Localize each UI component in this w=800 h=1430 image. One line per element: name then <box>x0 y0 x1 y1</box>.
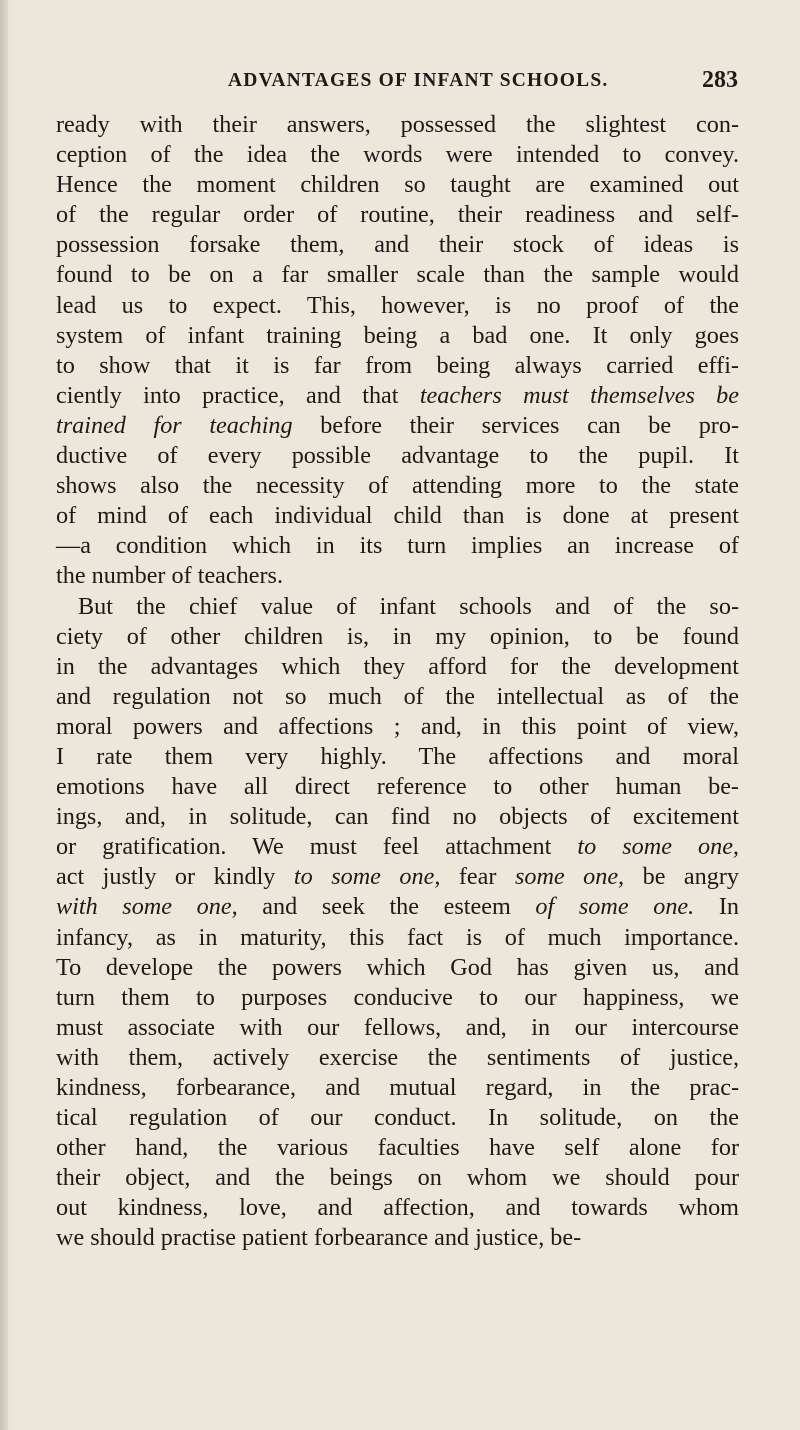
text-segment: ings, and, in solitude, can find no objects of excitement <box>56 803 739 831</box>
text-segment: system of infant training being a bad one. It only goes <box>56 321 739 349</box>
text-line <box>56 260 739 290</box>
text-segment: shows also the necessity of attending more to the state <box>56 472 739 500</box>
text-segment: found to be on a far smaller scale than the sample would <box>56 261 739 289</box>
text-line <box>56 381 739 411</box>
text-segment: the number of teachers. <box>56 562 283 590</box>
text-segment: tical regulation of our conduct. In solitude, on the <box>56 1104 739 1132</box>
text-line <box>56 712 739 742</box>
text-segment: turn them to purposes conducive to our happiness, we <box>56 983 739 1011</box>
paragraph <box>56 592 739 1254</box>
text-segment: fear <box>440 863 515 891</box>
italic-text: teachers must themselves be <box>419 381 740 409</box>
text-segment: be angry <box>624 863 739 891</box>
text-line <box>56 230 739 260</box>
text-line <box>56 1043 739 1073</box>
text-line <box>56 1223 739 1253</box>
text-segment: in the advantages which they afford for the development <box>56 652 739 680</box>
text-segment: ciently into practice, and that <box>56 381 420 409</box>
text-segment: act justly or kindly <box>56 863 294 891</box>
text-segment: lead us to expect. This, however, is no proof of the <box>56 291 739 319</box>
text-segment: of mind of each individual child than is done at present <box>56 502 739 530</box>
text-line <box>56 1013 739 1043</box>
text-line <box>56 411 739 441</box>
text-segment: ception of the idea the words were intended to convey. <box>56 141 739 169</box>
text-segment: To develope the powers which God has given us, and <box>56 953 739 981</box>
text-segment: In <box>694 893 739 921</box>
text-line <box>56 1073 739 1103</box>
running-title: ADVANTAGES OF INFANT SCHOOLS. <box>228 70 609 91</box>
text-line <box>56 1163 739 1193</box>
paragraph <box>56 110 739 592</box>
text-segment: other hand, the various faculties have self alone for <box>56 1134 739 1162</box>
text-segment: possession forsake them, and their stock of ideas is <box>56 231 739 259</box>
running-head <box>228 67 738 100</box>
page-number: 283 <box>702 67 738 93</box>
text-line <box>56 802 739 832</box>
page-binding-edge <box>0 0 8 1430</box>
text-line <box>56 351 739 381</box>
text-line <box>56 1133 739 1163</box>
text-segment: —a condition which in its turn implies an increase of <box>56 532 739 560</box>
text-line <box>56 140 739 170</box>
text-segment: with them, actively exercise the sentiments of justice, <box>56 1043 739 1071</box>
text-segment: ductive of every possible advantage to the pupil. It <box>56 442 739 470</box>
text-segment: or gratification. We must feel attachment <box>56 833 578 861</box>
text-segment: and regulation not so much of the intellectual as of the <box>56 682 739 710</box>
text-line <box>56 592 739 622</box>
text-segment: to show that it is far from being always carried effi- <box>56 351 739 379</box>
text-segment: ready with their answers, possessed the slightest con- <box>56 111 739 138</box>
text-line <box>56 652 739 682</box>
italic-text: trained for teaching <box>56 411 293 439</box>
text-segment: Hence the moment children so taught are examined out <box>56 171 739 199</box>
text-line <box>56 501 739 531</box>
text-line <box>56 170 739 200</box>
text-line <box>56 291 739 321</box>
text-segment: out kindness, love, and affection, and towards whom <box>56 1194 739 1222</box>
text-line <box>56 1103 739 1133</box>
italic-text: to some one, <box>293 863 441 891</box>
text-segment: I rate them very highly. The affections and moral <box>56 742 739 770</box>
text-segment: moral powers and affections ; and, in this point of view, <box>56 712 739 740</box>
text-segment: and seek the esteem <box>237 893 536 921</box>
text-segment: kindness, forbearance, and mutual regard, in the prac- <box>56 1074 739 1101</box>
text-line <box>56 110 739 140</box>
text-line <box>56 321 739 351</box>
text-line <box>56 953 739 983</box>
text-line <box>56 772 739 802</box>
text-line <box>56 561 739 591</box>
text-line <box>56 531 739 561</box>
text-segment: But the chief value of infant schools and of the so- <box>78 592 739 620</box>
text-line <box>56 862 739 892</box>
text-line <box>56 832 739 862</box>
italic-text: with some one, <box>56 893 238 921</box>
text-line <box>56 892 739 922</box>
text-line <box>56 622 739 652</box>
text-segment: of the regular order of routine, their readiness and self- <box>56 201 739 229</box>
text-segment: must associate with our fellows, and, in our intercourse <box>56 1013 739 1041</box>
text-line <box>56 923 739 953</box>
text-line <box>56 1193 739 1223</box>
italic-text: some one, <box>514 863 625 891</box>
text-line <box>56 200 739 230</box>
text-line <box>56 682 739 712</box>
text-line <box>56 471 739 501</box>
text-line <box>56 983 739 1013</box>
text-segment: their object, and the beings on whom we should pour <box>56 1164 739 1192</box>
text-segment: ciety of other children is, in my opinion, to be found <box>56 622 739 650</box>
text-segment: we should practise patient forbearance and justice, be- <box>56 1224 582 1252</box>
body-text <box>56 110 739 1254</box>
italic-text: to some one, <box>577 833 739 861</box>
text-line <box>56 441 739 471</box>
italic-text: of some one. <box>535 893 695 921</box>
text-segment: infancy, as in maturity, this fact is of much importance. <box>56 923 739 951</box>
text-line <box>56 742 739 772</box>
text-segment: before their services can be pro- <box>292 411 740 439</box>
text-segment: emotions have all direct reference to other human be- <box>56 773 739 801</box>
